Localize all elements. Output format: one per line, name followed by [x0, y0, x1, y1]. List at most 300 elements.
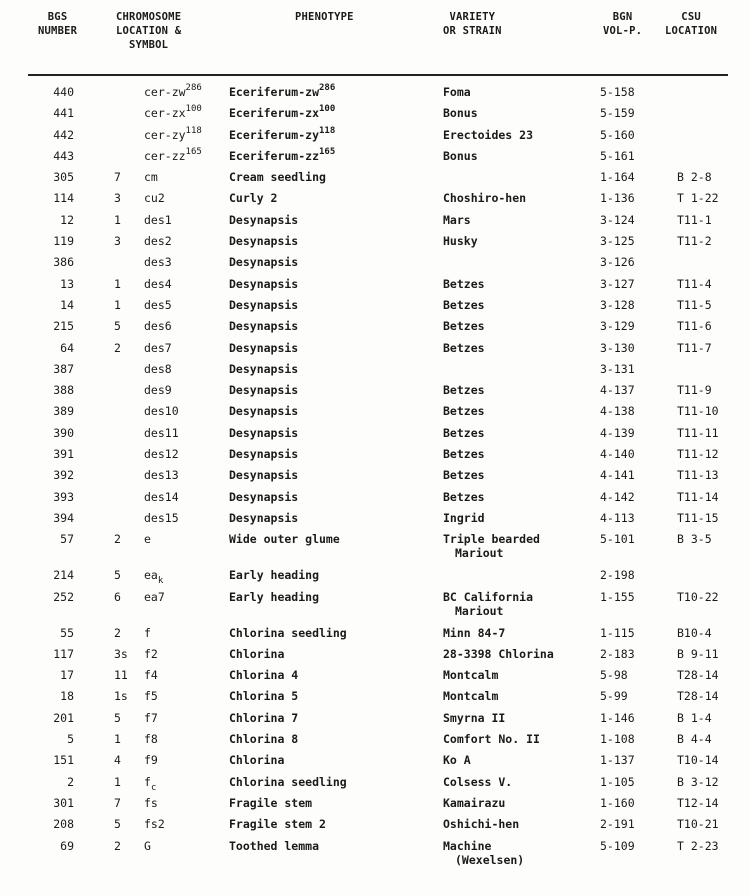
csu-location: T28-14	[677, 689, 719, 704]
gene-symbol	[144, 234, 172, 248]
table-row	[0, 686, 750, 707]
csu-location: T28-14	[677, 668, 719, 683]
variety-line: Foma	[443, 85, 471, 99]
gene-symbol	[144, 817, 165, 831]
phenotype-text: Desynapsis	[229, 276, 299, 291]
phenotype	[229, 255, 298, 269]
bgn-volume-page: 1-164	[600, 170, 635, 185]
csu-location: T10-14	[677, 753, 719, 768]
table-row	[0, 295, 750, 316]
gene-symbol	[144, 319, 172, 333]
gene-symbol-text: f	[144, 774, 151, 789]
variety-strain	[443, 626, 505, 640]
bgs-number: 393	[53, 489, 74, 504]
csu-location: T11-7	[677, 340, 712, 355]
variety-strain	[443, 468, 485, 482]
gene-symbol-subscript: c	[150, 782, 157, 793]
variety-line: Betzes	[443, 383, 485, 398]
phenotype	[229, 383, 298, 397]
phenotype-text: Eceriferum-zz	[229, 148, 320, 163]
bgn-volume-page: 1-105	[600, 774, 635, 789]
phenotype-text: Desynapsis	[229, 425, 299, 440]
gene-symbol	[144, 362, 172, 376]
phenotype	[229, 468, 298, 482]
chromosome-location: 2	[114, 625, 121, 640]
variety-strain	[443, 668, 498, 682]
gene-symbol-text: des2	[144, 234, 172, 249]
csu-location: T10-21	[677, 817, 719, 832]
bgn-volume-page: 4-113	[600, 510, 635, 525]
gene-symbol	[144, 774, 157, 793]
gene-symbol-text: des14	[144, 489, 179, 504]
header-csu-line2: LOCATION	[665, 25, 718, 37]
bgn-volume-page: 4-138	[600, 404, 635, 419]
table-row	[0, 188, 750, 209]
phenotype	[229, 796, 312, 810]
phenotype-text: Chlorina	[229, 753, 285, 768]
gene-symbol-text: des6	[144, 319, 172, 334]
bgn-volume-page: 5-109	[600, 838, 635, 853]
variety-line: Erectoides 23	[443, 127, 534, 142]
phenotype	[229, 170, 326, 184]
phenotype	[229, 213, 298, 227]
chromosome-location: 1	[114, 212, 121, 227]
chromosome-location: 2	[114, 340, 121, 355]
phenotype	[229, 532, 340, 546]
phenotype-text: Desynapsis	[229, 383, 299, 398]
gene-symbol	[144, 468, 179, 482]
table-row	[0, 82, 750, 103]
gene-symbol-text: f2	[144, 646, 158, 661]
bgs-number: 442	[53, 127, 74, 142]
bgs-number: 394	[53, 510, 74, 525]
csu-location: T11-10	[677, 404, 719, 419]
chromosome-location: 1	[114, 276, 121, 291]
csu-location: B 9-11	[677, 646, 719, 661]
bgn-volume-page: 2-191	[600, 817, 635, 832]
gene-symbol-text: des10	[144, 404, 179, 419]
gene-symbol-text: f9	[144, 753, 158, 768]
bgn-volume-page: 3-125	[600, 234, 635, 249]
bgn-volume-page: 3-127	[600, 276, 635, 291]
gene-symbol	[144, 383, 172, 397]
gene-symbol-text: cm	[144, 170, 158, 185]
bgs-number: 214	[53, 568, 74, 583]
gene-symbol-text: des1	[144, 212, 172, 227]
bgs-number: 301	[53, 795, 74, 810]
variety-line: Betzes	[443, 297, 485, 312]
phenotype-text: Early heading	[229, 568, 320, 583]
variety-line: Betzes	[443, 425, 485, 440]
bgs-number: 443	[53, 148, 74, 163]
variety-line: Bonus	[443, 148, 478, 163]
csu-location: T 2-23	[677, 838, 719, 853]
variety-line: Comfort No. II	[443, 732, 540, 747]
bgn-volume-page: 3-130	[600, 340, 635, 355]
bgn-volume-page: 5-99	[600, 689, 628, 704]
variety-strain	[443, 817, 519, 831]
phenotype	[229, 319, 298, 333]
bgs-number: 18	[60, 689, 74, 704]
bgs-number: 389	[53, 404, 74, 419]
bgs-number: 390	[53, 425, 74, 440]
variety-line: Bonus	[443, 106, 478, 121]
bgs-number: 215	[53, 319, 74, 334]
gene-symbol	[144, 277, 172, 291]
phenotype	[229, 191, 277, 205]
gene-symbol-text: cer-zy	[144, 127, 186, 142]
phenotype	[229, 839, 319, 853]
phenotype-text: Chlorina seedling	[229, 774, 347, 789]
phenotype-text: Curly 2	[229, 191, 278, 206]
bgn-volume-page: 1-108	[600, 732, 635, 747]
table-row	[0, 836, 750, 872]
header-bgs-number	[38, 10, 77, 38]
csu-location: T11-12	[677, 447, 719, 462]
gene-symbol	[144, 447, 179, 461]
gene-symbol-superscript: 165	[185, 146, 202, 157]
phenotype-text: Toothed lemma	[229, 838, 320, 853]
csu-location: T11-11	[677, 425, 719, 440]
gene-symbol	[144, 753, 158, 767]
gene-symbol	[144, 255, 172, 269]
gene-symbol-text: des9	[144, 383, 172, 398]
table-row	[0, 252, 750, 273]
table-body	[0, 82, 750, 872]
bgs-number: 119	[53, 234, 74, 249]
phenotype	[229, 775, 347, 789]
bgs-number: 252	[53, 589, 74, 604]
bgs-number: 440	[53, 85, 74, 99]
table-row	[0, 210, 750, 231]
phenotype-text: Cream seedling	[229, 170, 326, 185]
phenotype-text: Desynapsis	[229, 297, 299, 312]
csu-location: T10-22	[677, 589, 719, 604]
table-row	[0, 487, 750, 508]
csu-location: B10-4	[677, 625, 712, 640]
bgn-volume-page: 3-128	[600, 297, 635, 312]
variety-line: Betzes	[443, 319, 485, 334]
gene-symbol	[144, 170, 158, 184]
phenotype	[229, 404, 298, 418]
table-row	[0, 359, 750, 380]
phenotype	[229, 277, 298, 291]
phenotype-text: Chlorina 8	[229, 732, 299, 747]
variety-strain	[443, 149, 478, 163]
variety-line: Montcalm	[443, 668, 499, 683]
gene-symbol-text: des4	[144, 276, 172, 291]
phenotype	[229, 362, 298, 376]
phenotype	[229, 626, 347, 640]
header-csu	[665, 10, 717, 38]
variety-line: BC California	[443, 589, 534, 604]
variety-line: Colsess V.	[443, 774, 513, 789]
table-row	[0, 508, 750, 529]
variety-line: Betzes	[443, 340, 485, 355]
gene-symbol-text: des12	[144, 447, 179, 462]
header-chromosome-line3: SYMBOL	[129, 39, 169, 51]
gene-symbol	[144, 568, 164, 587]
chromosome-location: 1	[114, 732, 121, 747]
gene-symbol-superscript: 286	[185, 83, 202, 93]
gene-symbol	[144, 298, 172, 312]
table-row	[0, 465, 750, 486]
chromosome-location: 1	[114, 774, 121, 789]
bgn-volume-page: 2-198	[600, 568, 635, 583]
phenotype	[229, 447, 298, 461]
gene-symbol	[144, 341, 172, 355]
gene-symbol	[144, 668, 158, 682]
bgn-volume-page: 5-161	[600, 148, 635, 163]
variety-strain	[443, 732, 540, 746]
chromosome-location: 3s	[114, 646, 128, 661]
bgn-volume-page: 3-126	[600, 255, 635, 270]
variety-line: Husky	[443, 234, 478, 249]
bgs-number: 57	[60, 532, 74, 547]
phenotype	[229, 426, 298, 440]
phenotype-text: Eceriferum-zx	[229, 106, 320, 121]
chromosome-location: 5	[114, 568, 121, 583]
variety-line: Mariout	[455, 546, 504, 561]
table-row	[0, 146, 750, 167]
variety-strain	[443, 277, 485, 291]
header-bgs-line2: NUMBER	[38, 25, 78, 37]
table-row	[0, 814, 750, 835]
phenotype	[229, 817, 326, 831]
table-row	[0, 708, 750, 729]
table-row	[0, 316, 750, 337]
phenotype	[229, 341, 298, 355]
gene-symbol	[144, 711, 158, 725]
gene-symbol	[144, 647, 158, 661]
gene-symbol-text: des13	[144, 468, 179, 483]
table-row	[0, 644, 750, 665]
variety-strain	[443, 511, 485, 525]
gene-symbol-text: des8	[144, 361, 172, 376]
gene-symbol-text: cer-zw	[144, 85, 186, 99]
table-row	[0, 401, 750, 422]
phenotype-text: Chlorina 7	[229, 710, 299, 725]
variety-line: Choshiro-hen	[443, 191, 527, 206]
bgs-number: 13	[60, 276, 74, 291]
table-row	[0, 587, 750, 623]
csu-location: T11-9	[677, 383, 712, 398]
variety-line: Ingrid	[443, 510, 485, 525]
csu-location: B 3-12	[677, 774, 719, 789]
variety-line: Minn 84-7	[443, 625, 506, 640]
variety-strain	[443, 341, 485, 355]
phenotype	[229, 568, 319, 582]
variety-strain	[443, 191, 526, 205]
table-row	[0, 665, 750, 686]
phenotype-superscript: 286	[319, 83, 336, 93]
table-row	[0, 444, 750, 465]
phenotype-text: Desynapsis	[229, 319, 299, 334]
table-row	[0, 750, 750, 771]
phenotype-text: Early heading	[229, 589, 320, 604]
bgs-number: 201	[53, 710, 74, 725]
phenotype-text: Chlorina seedling	[229, 625, 347, 640]
csu-location: T11-15	[677, 510, 719, 525]
csu-location: B 2-8	[677, 170, 712, 185]
header-chromosome	[116, 10, 181, 52]
table-row	[0, 338, 750, 359]
bgs-number: 69	[60, 838, 74, 853]
variety-line: Smyrna II	[443, 710, 506, 725]
variety-line: Kamairazu	[443, 795, 506, 810]
header-divider	[28, 74, 728, 76]
phenotype	[229, 511, 298, 525]
phenotype-text: Desynapsis	[229, 361, 299, 376]
variety-strain	[443, 753, 471, 767]
chromosome-location: 1s	[114, 689, 128, 704]
gene-symbol-text: G	[144, 838, 151, 853]
bgn-volume-page: 5-159	[600, 106, 635, 121]
phenotype-text: Desynapsis	[229, 212, 299, 227]
gene-symbol-text: cer-zx	[144, 106, 186, 121]
phenotype	[229, 146, 336, 163]
phenotype-text: Desynapsis	[229, 340, 299, 355]
gene-symbol	[144, 732, 158, 746]
bgn-volume-page: 1-146	[600, 710, 635, 725]
table-row	[0, 380, 750, 401]
bgs-number: 386	[53, 255, 74, 270]
bgn-volume-page: 3-124	[600, 212, 635, 227]
gene-symbol-superscript: 100	[185, 104, 202, 115]
gene-symbol	[144, 689, 158, 703]
variety-strain	[443, 490, 485, 504]
bgs-number: 388	[53, 383, 74, 398]
bgn-volume-page: 3-131	[600, 361, 635, 376]
csu-location: T11-2	[677, 234, 712, 249]
bgn-volume-page: 1-137	[600, 753, 635, 768]
gene-symbol-superscript: 118	[185, 125, 202, 136]
variety-strain	[443, 128, 533, 142]
phenotype	[229, 298, 298, 312]
chromosome-location: 2	[114, 532, 121, 547]
variety-strain	[443, 426, 485, 440]
csu-location: T11-4	[677, 276, 712, 291]
phenotype	[229, 753, 284, 767]
header-bgn-line1: BGN	[612, 11, 633, 23]
chromosome-location: 3	[114, 234, 121, 249]
header-csu-line1: CSU	[681, 11, 701, 23]
csu-location: T12-14	[677, 795, 719, 810]
gene-symbol	[144, 590, 165, 604]
phenotype-text: Wide outer glume	[229, 532, 340, 547]
bgn-volume-page: 2-183	[600, 646, 635, 661]
gene-symbol-subscript: k	[157, 576, 164, 587]
variety-strain	[443, 711, 505, 725]
gene-symbol-text: des15	[144, 510, 179, 525]
gene-symbol	[144, 106, 202, 120]
gene-symbol-text: f5	[144, 689, 158, 704]
phenotype	[229, 234, 298, 248]
variety-strain	[443, 404, 485, 418]
gene-symbol	[144, 532, 151, 546]
variety-strain	[443, 319, 485, 333]
bgs-number: 2	[67, 774, 74, 789]
bgs-number: 441	[53, 106, 74, 121]
phenotype	[229, 125, 336, 142]
csu-location: T11-6	[677, 319, 712, 334]
table-row	[0, 772, 750, 793]
variety-strain	[443, 775, 512, 789]
gene-symbol	[144, 426, 179, 440]
header-bgn-line2: VOL-P.	[603, 25, 643, 37]
table-row	[0, 623, 750, 644]
bgs-number: 14	[60, 297, 74, 312]
gene-symbol-text: des7	[144, 340, 172, 355]
variety-line: Betzes	[443, 447, 485, 462]
bgn-volume-page: 1-136	[600, 191, 635, 206]
variety-line: (Wexelsen)	[455, 852, 525, 867]
variety-strain	[443, 647, 554, 661]
phenotype-text: Fragile stem 2	[229, 817, 326, 832]
csu-location: B 4-4	[677, 732, 712, 747]
gene-symbol-text: ea	[144, 568, 158, 583]
bgs-number: 392	[53, 468, 74, 483]
gene-symbol-text: f7	[144, 710, 158, 725]
phenotype-superscript: 100	[319, 104, 336, 115]
gene-symbol-text: f4	[144, 668, 158, 683]
bgs-number: 114	[53, 191, 74, 206]
chromosome-location: 3	[114, 191, 121, 206]
header-variety	[443, 10, 502, 38]
phenotype-text: Desynapsis	[229, 468, 299, 483]
header-variety-line1: VARIETY	[449, 11, 496, 23]
gene-symbol	[144, 490, 179, 504]
csu-location: B 3-5	[677, 532, 712, 547]
variety-line: Betzes	[443, 404, 485, 419]
phenotype	[229, 106, 335, 120]
table-row	[0, 231, 750, 252]
phenotype-text: Desynapsis	[229, 489, 299, 504]
phenotype	[229, 689, 298, 703]
bgn-volume-page: 3-129	[600, 319, 635, 334]
phenotype-text: Chlorina 4	[229, 668, 299, 683]
variety-line: Oshichi-hen	[443, 817, 520, 832]
table-row	[0, 423, 750, 444]
bgn-volume-page: 5-160	[600, 127, 635, 142]
table-row	[0, 103, 750, 124]
gene-symbol-text: cu2	[144, 191, 165, 206]
variety-strain	[443, 234, 478, 248]
gene-symbol	[144, 511, 179, 525]
chromosome-location: 6	[114, 589, 121, 604]
bgs-number: 305	[53, 170, 74, 185]
bgn-volume-page: 4-140	[600, 447, 635, 462]
gene-symbol-text: f	[144, 625, 151, 640]
table-row	[0, 167, 750, 188]
csu-location: B 1-4	[677, 710, 712, 725]
phenotype	[229, 647, 284, 661]
gene-symbol	[144, 125, 202, 142]
variety-strain	[443, 839, 524, 867]
variety-strain	[443, 298, 485, 312]
bgn-volume-page: 4-139	[600, 425, 635, 440]
phenotype	[229, 490, 298, 504]
phenotype-text: Desynapsis	[229, 404, 299, 419]
phenotype	[229, 711, 298, 725]
phenotype-text: Desynapsis	[229, 234, 299, 249]
phenotype-text: Eceriferum-zw	[229, 85, 320, 99]
bgn-volume-page: 5-158	[600, 85, 635, 99]
header-variety-line2: OR STRAIN	[443, 25, 502, 37]
variety-strain	[443, 689, 498, 703]
gene-symbol-text: ea7	[144, 589, 165, 604]
chromosome-location: 7	[114, 170, 121, 185]
